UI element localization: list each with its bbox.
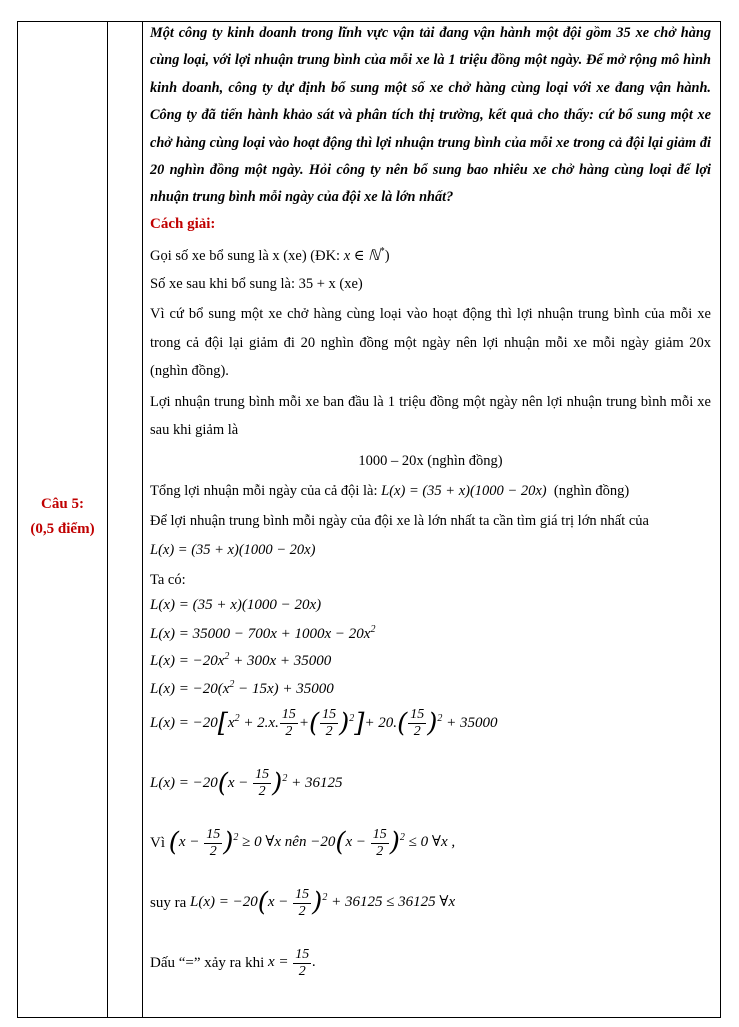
equation: Vì (x − $\frac{15}{2}$ )$^2$ ≥ 0 ∀x nên −20(x − $\frac{15}{2}$ )$^2$ ≤ 0 ∀x ,: [150, 826, 456, 859]
answer-table: [17, 21, 721, 1018]
solution-line: 1000 – 20x (nghìn đồng): [358, 452, 503, 469]
equation: $L(x) = 35000 - 700x + 1000x - 20x^2$: [150, 623, 376, 642]
equation: $L(x) = -20(x^2 - 15x) + 35000$: [150, 678, 334, 697]
solution-line: Tổng lợi nhuận mỗi ngày của cả đội là: L(x) = (35 + x)(1000 − 20x) (nghìn đồng): [150, 482, 630, 499]
solution-line: Lợi nhuận trung bình mỗi xe ban đầu là 1 triệu đồng một ngày nên lợi nhuận trung bình mỗi xe sau khi giảm là: [150, 393, 711, 439]
column-divider: [142, 22, 143, 1017]
column-divider: [107, 22, 108, 1017]
solution-line: Để lợi nhuận trung bình mỗi ngày của đội xe là lớn nhất ta cần tìm giá trị lớn nhất của L(x) = (35 + x)(1000 − 20x): [150, 513, 649, 558]
content-cell: [150, 22, 711, 1015]
equation: $L(x) = -20[x^2 + 2.x$. $\frac{15}{2}$ +( $\frac{15}{2}$ )$^2$]+ 20.( $\frac{15}{2}$ )$^2$ + 35000: [150, 706, 498, 739]
solution-line: Ta có:: [150, 572, 186, 589]
solution-line: Số xe sau khi bổ sung là: 35 + x (xe): [150, 276, 363, 293]
equation: Dấu “=” xảy ra khi x = $\frac{15}{2}$ .: [150, 946, 317, 979]
solution-line: Vì cứ bổ sung một xe chở hàng cùng loại vào hoạt động thì lợi nhuận trung bình của mỗi xe trong cả đội lại giảm đi 20 nghìn đồng một ngày nên lợi nhuận mỗi xe mỗi ngày giảm 20x (nghìn đồng).: [150, 306, 711, 380]
equation: L(x) = (35 + x)(1000 − 20x): [150, 596, 322, 613]
question-label-cell: [18, 492, 107, 542]
equation: L(x) = −20(x − $\frac{15}{2}$ )$^2$ + 36125: [150, 766, 343, 799]
solution-heading: Cách giải:: [150, 215, 216, 232]
equation: $L(x) = -20x^2 + 300x + 35000$: [150, 650, 332, 669]
equation: suy ra L(x) = −20(x − $\frac{15}{2}$ )$^2$ + 36125 ≤ 36125 ∀x: [150, 886, 456, 919]
problem-statement: Một công ty kinh doanh trong lĩnh vực vận tải đang vận hành một đội gồm 35 xe chở hàng cùng loại, với lợi nhuận trung bình của mỗi xe là 1 triệu đồng một ngày. Để mở rộng mô hình kinh doanh, công ty dự định bổ sung một số xe chở hàng cùng loại với xe đang vận hành. Công ty đã tiến hành khảo sát và phân tích thị trường, kết quả cho thấy: cứ bổ sung một xe chở hàng cùng loại vào hoạt động thì lợi nhuận trung bình của mỗi xe trong cả đội lại giảm đi 20 nghìn đồng một ngày. Hỏi công ty nên bổ sung bao nhiêu xe chở hàng cùng loại để lợi nhuận trung bình mỗi ngày của đội xe là lớn nhất?: [150, 25, 711, 206]
equation-block: [150, 595, 711, 1015]
question-number: Câu 5:: [41, 496, 84, 512]
solution-line: Gọi số xe bổ sung là x (xe) (ĐK: x ∈ ℕ*): [150, 245, 390, 264]
question-points: (0,5 điểm): [30, 521, 95, 537]
